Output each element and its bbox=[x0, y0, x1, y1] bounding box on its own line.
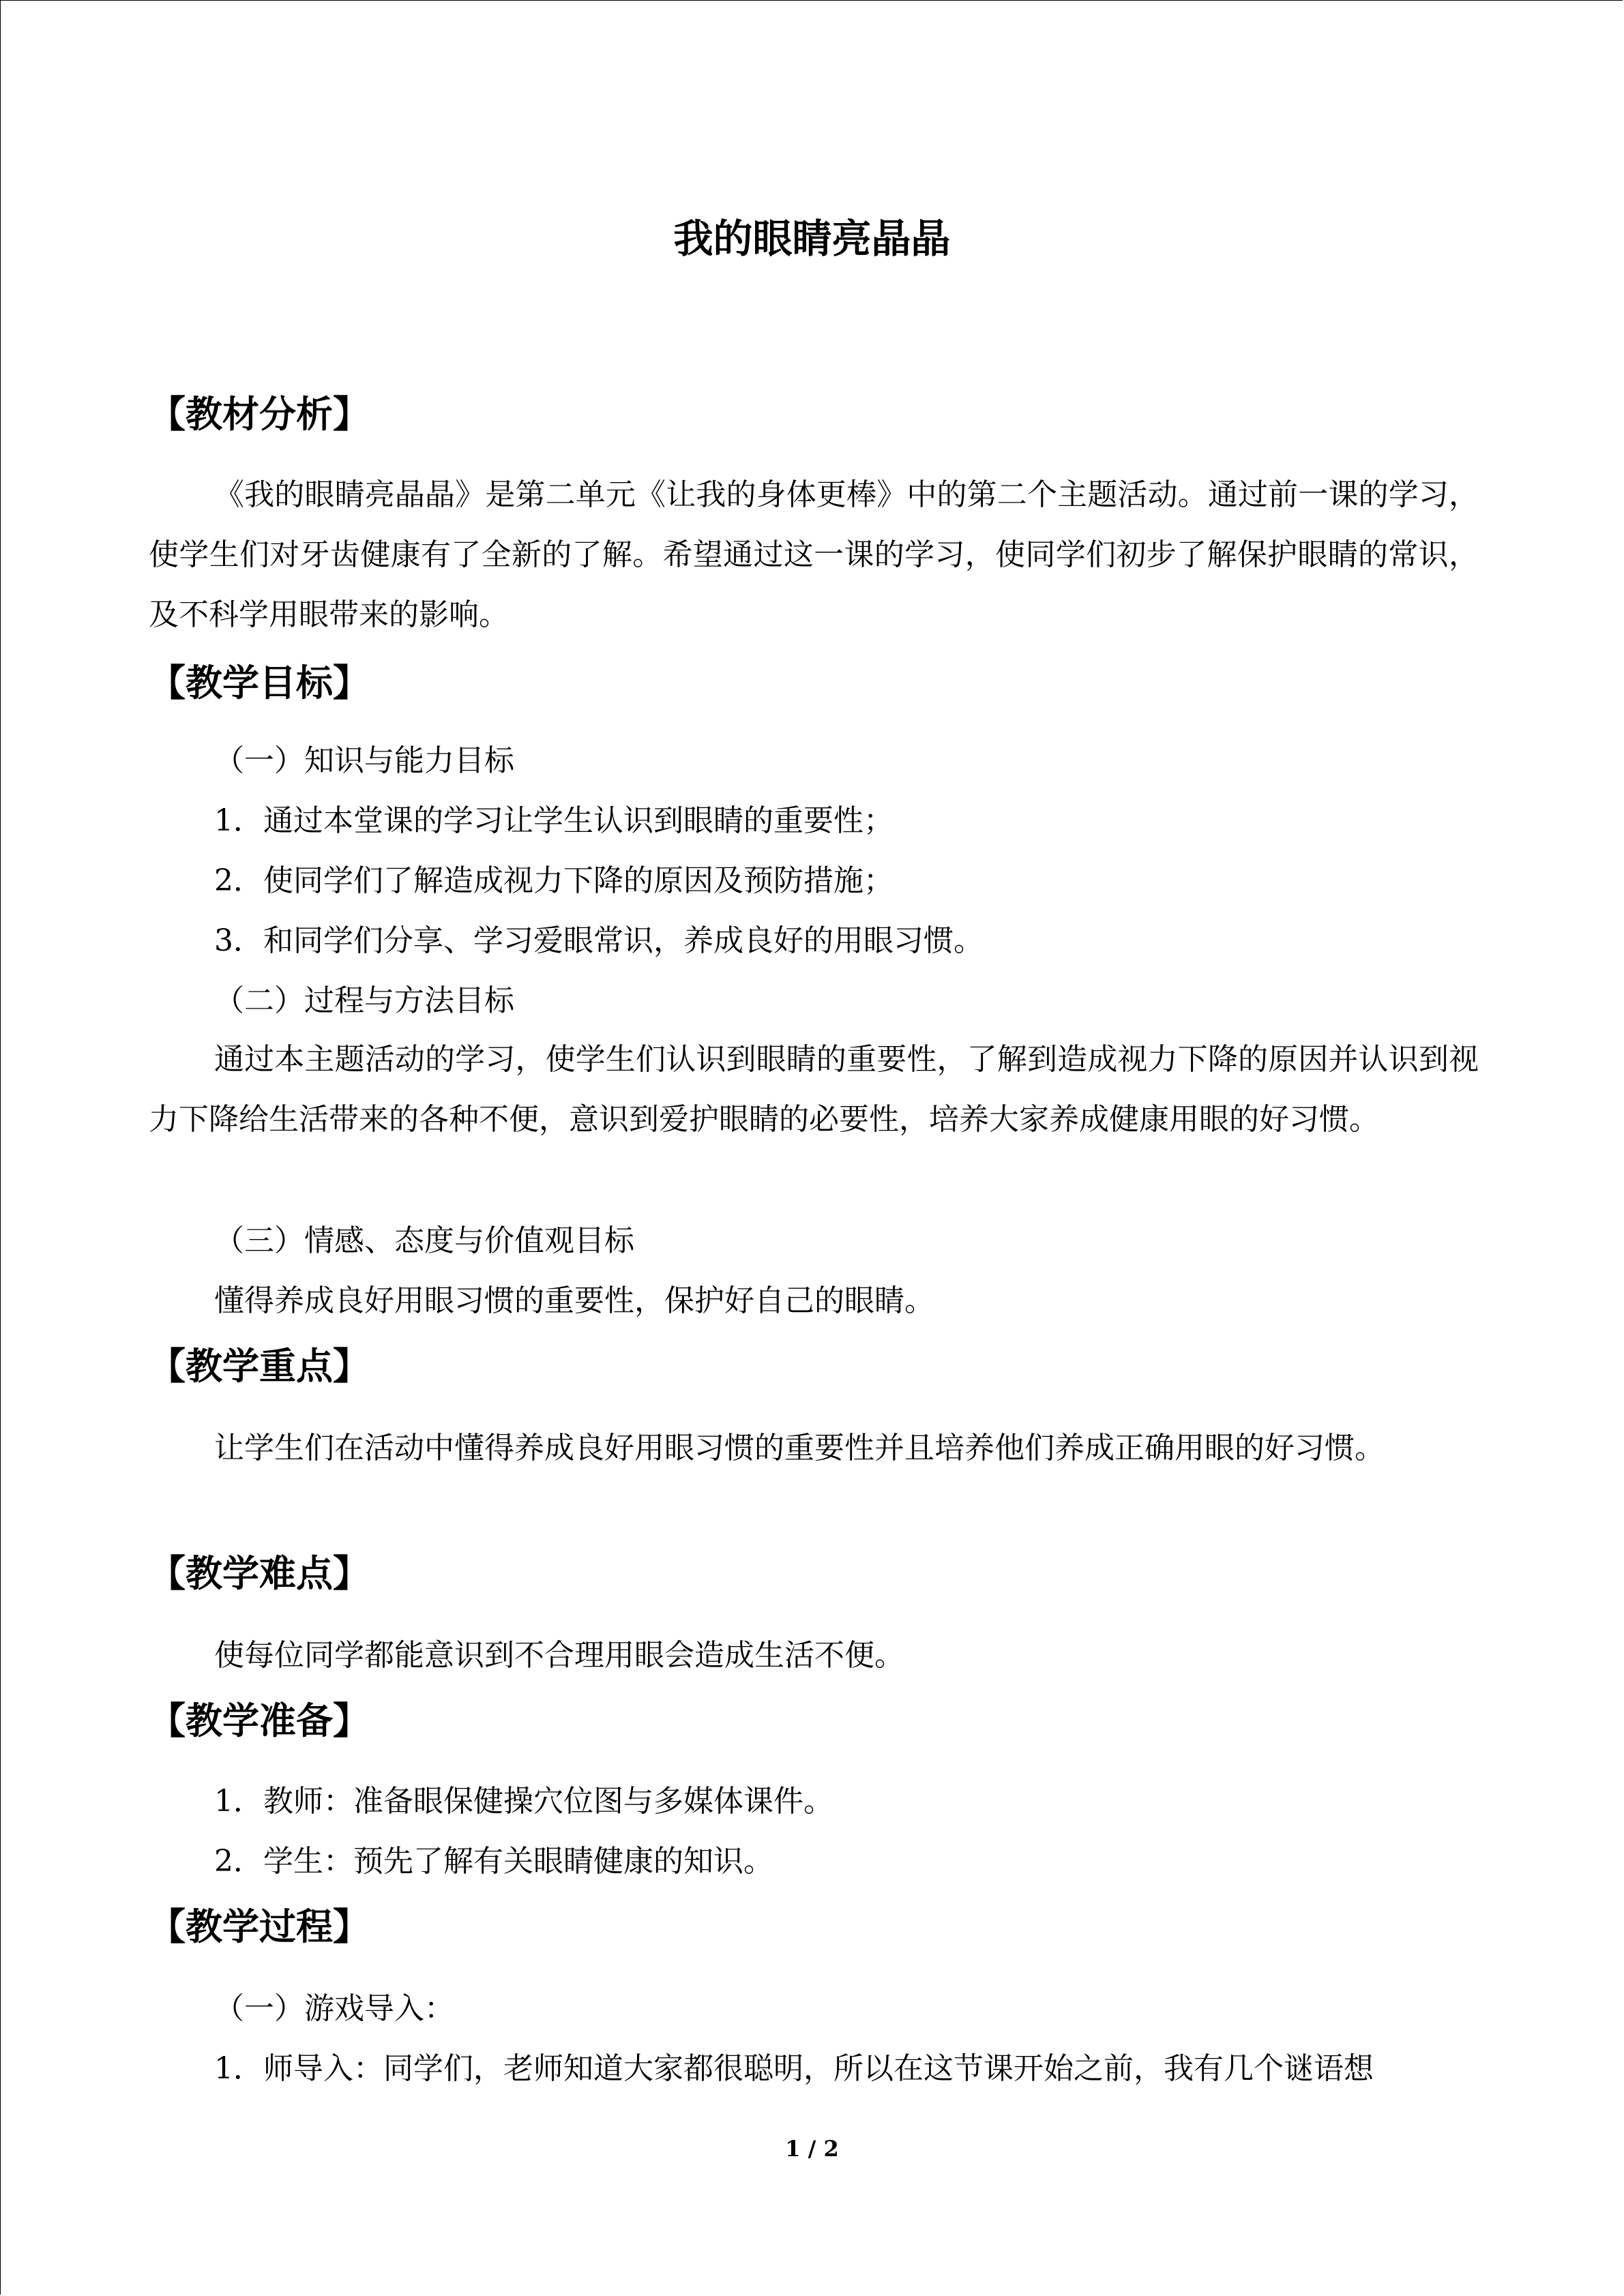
goals-subheading-knowledge: （一）知识与能力目标 bbox=[214, 743, 514, 778]
heading-difficulties: 【教学难点】 bbox=[149, 1551, 370, 1595]
heading-process: 【教学过程】 bbox=[149, 1905, 370, 1948]
heading-key-points: 【教学重点】 bbox=[149, 1344, 370, 1388]
material-analysis-text: 《我的眼睛亮晶晶》是第二单元《让我的身体更棒》中的第二个主题活动。通过前一课的学习，使学生们对牙齿健康有了全新的了解。希望通过这一课的学习，使同学们初步了解保护眼睛的常识，及不科学用眼带来的影响。 bbox=[149, 477, 1479, 632]
goals-subheading-process: （二）过程与方法目标 bbox=[214, 983, 514, 1018]
goals-item-2: 2．使同学们了解造成视力下降的原因及预防措施； bbox=[214, 863, 894, 898]
process-subheading-game: （一）游戏导入： bbox=[214, 1991, 454, 2026]
heading-teaching-goals: 【教学目标】 bbox=[149, 661, 370, 704]
difficulties-text: 使每位同学都能意识到不合理用眼会造成生活不便。 bbox=[214, 1638, 904, 1673]
goals-subheading-emotion: （三）情感、态度与价值观目标 bbox=[214, 1223, 634, 1258]
preparation-item-1: 1．教师：准备眼保健操穴位图与多媒体课件。 bbox=[214, 1784, 833, 1819]
goals-item-3: 3．和同学们分享、学习爱眼常识，养成良好的用眼习惯。 bbox=[214, 923, 984, 958]
goals-process-text: 通过本主题活动的学习，使学生们认识到眼睛的重要性，了解到造成视力下降的原因并认识到视力下降给生活带来的各种不便，意识到爱护眼睛的必要性，培养大家养成健康用眼的好习惯。 bbox=[149, 1042, 1479, 1137]
goals-emotion-text: 懂得养成良好用眼习惯的重要性，保护好自己的眼睛。 bbox=[214, 1283, 934, 1318]
preparation-item-2: 2．学生：预先了解有关眼睛健康的知识。 bbox=[214, 1844, 773, 1879]
goals-item-1: 1．通过本堂课的学习让学生认识到眼睛的重要性； bbox=[214, 803, 894, 838]
process-item-1: 1．师导入：同学们，老师知道大家都很聪明，所以在这节课开始之前，我有几个谜语想 bbox=[214, 2051, 1374, 2086]
heading-material-analysis: 【教材分析】 bbox=[149, 392, 370, 436]
heading-preparation: 【教学准备】 bbox=[149, 1699, 370, 1742]
page-number: 1 / 2 bbox=[785, 2136, 839, 2162]
page-title: 我的眼睛亮晶晶 bbox=[673, 215, 951, 262]
key-points-text: 让学生们在活动中懂得养成良好用眼习惯的重要性并且培养他们养成正确用眼的好习惯。 bbox=[214, 1431, 1385, 1465]
